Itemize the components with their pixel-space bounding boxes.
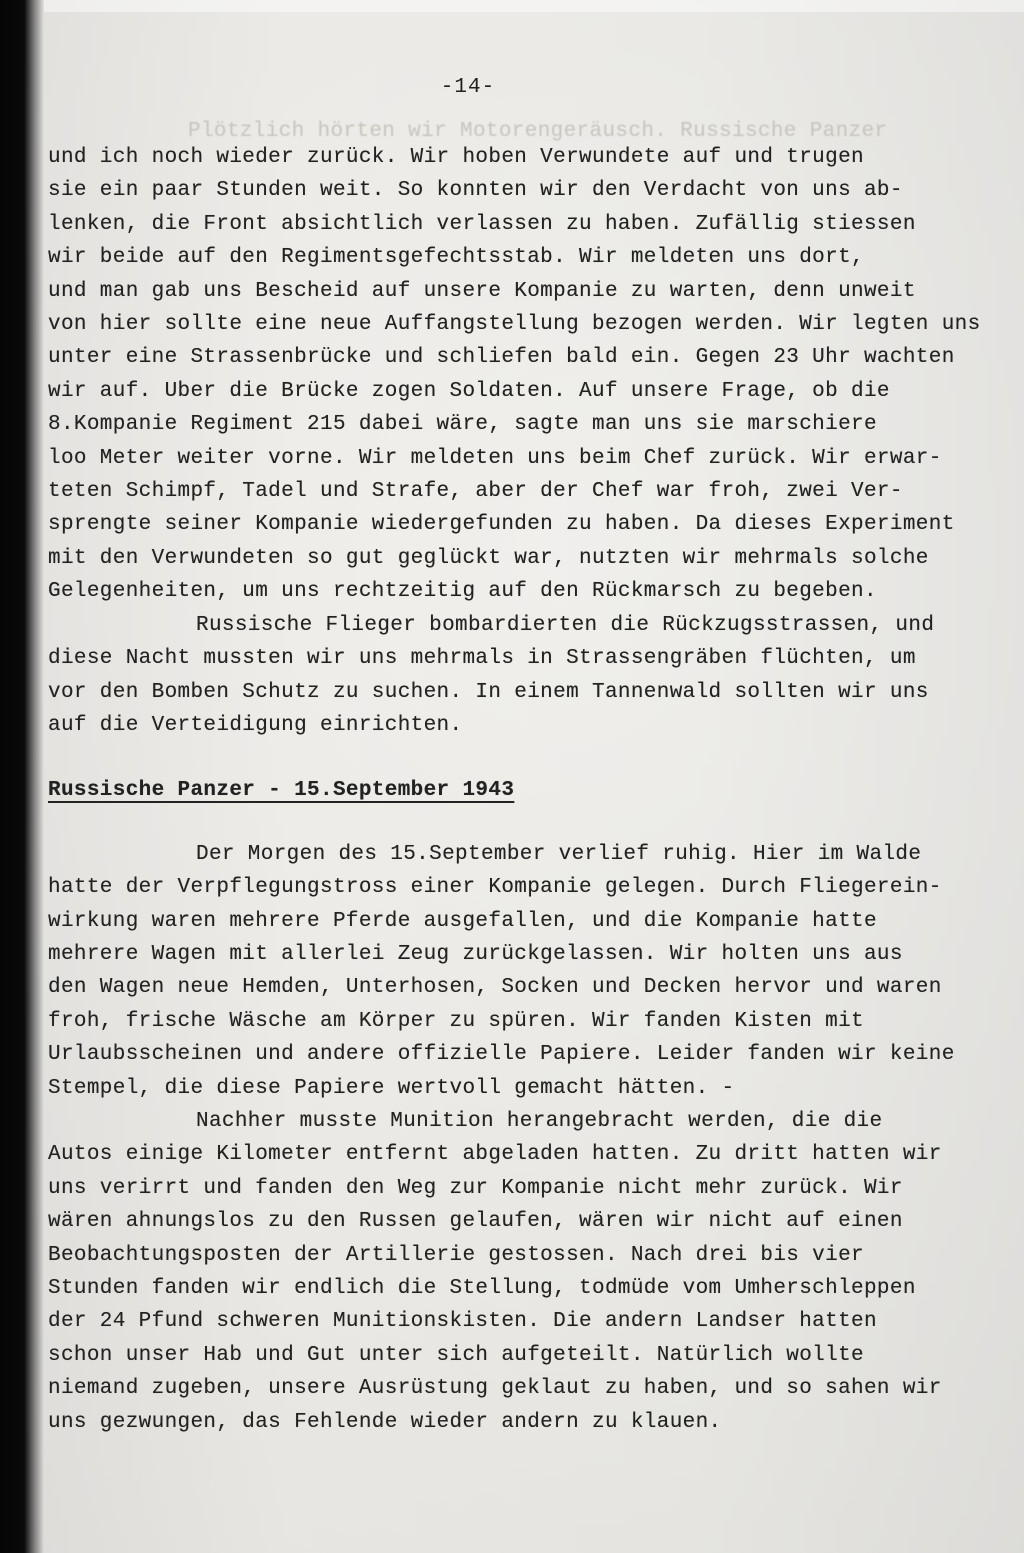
paragraph-4 [48, 1105, 1010, 1439]
paragraph-2 [48, 609, 1010, 743]
text-line: Stunden fanden wir endlich die Stellung, todmüde vom Umherschleppen [48, 1277, 916, 1300]
paragraph-1 [48, 141, 1010, 609]
text-line: sie ein paar Stunden weit. So konnten wir den Verdacht von uns ab- [48, 179, 903, 203]
text-line: mit den Verwundeten so gut geglückt war, nutzten wir mehrmals solche [48, 546, 929, 570]
text-line: sprengte seiner Kompanie wiedergefunden zu haben. Da dieses Experiment [48, 513, 955, 537]
text-line: schon unser Hab und Gut unter sich aufgeteilt. Natürlich wollte [48, 1343, 864, 1367]
text-line: wir auf. Uber die Brücke zogen Soldaten. Auf unsere Frage, ob die [48, 379, 890, 403]
text-line: diese Nacht mussten wir uns mehrmals in Strassengräben flüchten, um [48, 647, 916, 671]
text-line: loo Meter weiter vorne. Wir meldeten uns beim Chef zurück. Wir erwar- [48, 446, 942, 470]
text-line: uns verirrt und fanden den Weg zur Kompanie nicht mehr zurück. Wir [48, 1176, 903, 1200]
text-line: niemand zugeben, unsere Ausrüstung geklaut zu haben, und so sahen wir [48, 1377, 942, 1401]
text-line: Der Morgen des 15.September verlief ruhig. Hier im Walde [196, 842, 922, 866]
text-line: vor den Bomben Schutz zu suchen. In einem Tannenwald sollten wir uns [48, 680, 929, 704]
text-line: 8.Kompanie Regiment 215 dabei wäre, sagte man uns sie marschiere [48, 413, 877, 437]
bleedthrough-text: Plötzlich hörten wir Motorengeräusch. Russische Panzer [188, 120, 888, 143]
text-line: Gelegenheiten, um uns rechtzeitig auf den Rückmarsch zu begeben. [48, 580, 877, 604]
page-content [48, 141, 1010, 1439]
text-line: auf die Verteidigung einrichten. [48, 713, 463, 737]
text-line: wären ahnungslos zu den Russen gelaufen, wären wir nicht auf einen [48, 1210, 903, 1234]
text-line: den Wagen neue Hemden, Unterhosen, Socken und Decken hervor und waren [48, 976, 942, 1000]
text-line: unter eine Strassenbrücke und schliefen bald ein. Gegen 23 Uhr wachten [48, 346, 955, 370]
section-heading: Russische Panzer - 15.September 1943 [48, 779, 515, 803]
text-line: der 24 Pfund schweren Munitionskisten. Die andern Landser hatten [48, 1310, 877, 1334]
text-line: Nachher musste Munition herangebracht werden, die die [196, 1109, 883, 1133]
text-line: wir beide auf den Regimentsgefechtsstab. Wir meldeten uns dort, [48, 246, 864, 270]
text-line: Beobachtungsposten der Artillerie gestossen. Nach drei bis vier [48, 1243, 864, 1267]
text-line: und man gab uns Bescheid auf unsere Kompanie zu warten, denn unweit [48, 279, 916, 303]
scan-edge-shadow [0, 0, 44, 1553]
text-line: teten Schimpf, Tadel und Strafe, aber der Chef war froh, zwei Ver- [48, 480, 903, 504]
text-line: hatte der Verpflegungstross einer Kompanie gelegen. Durch Fliegerein- [48, 876, 942, 900]
text-line: Russische Flieger bombardierten die Rückzugsstrassen, und [196, 613, 935, 637]
text-line: Urlaubsscheinen und andere offizielle Papiere. Leider fanden wir keine [48, 1043, 955, 1067]
text-line: und ich noch wieder zurück. Wir hoben Verwundete auf und trugen [48, 146, 864, 169]
text-line: Autos einige Kilometer entfernt abgeladen hatten. Zu dritt hatten wir [48, 1143, 942, 1167]
text-line: froh, frische Wäsche am Körper zu spüren. Wir fanden Kisten mit [48, 1009, 864, 1033]
text-line: uns gezwungen, das Fehlende wieder andern zu klauen. [48, 1410, 722, 1434]
text-line: Stempel, die diese Papiere wertvoll gemacht hätten. - [48, 1076, 735, 1100]
paragraph-3 [48, 838, 1010, 1105]
text-line: von hier sollte eine neue Auffangstellung bezogen werden. Wir legten uns [48, 313, 981, 337]
text-line: wirkung waren mehrere Pferde ausgefallen, und die Kompanie hatte [48, 909, 877, 933]
text-line: mehrere Wagen mit allerlei Zeug zurückgelassen. Wir holten uns aus [48, 942, 903, 966]
page-number: -14- [440, 76, 496, 99]
scan-top-edge [44, 0, 1024, 12]
text-line: lenken, die Front absichtlich verlassen zu haben. Zufällig stiessen [48, 212, 916, 236]
